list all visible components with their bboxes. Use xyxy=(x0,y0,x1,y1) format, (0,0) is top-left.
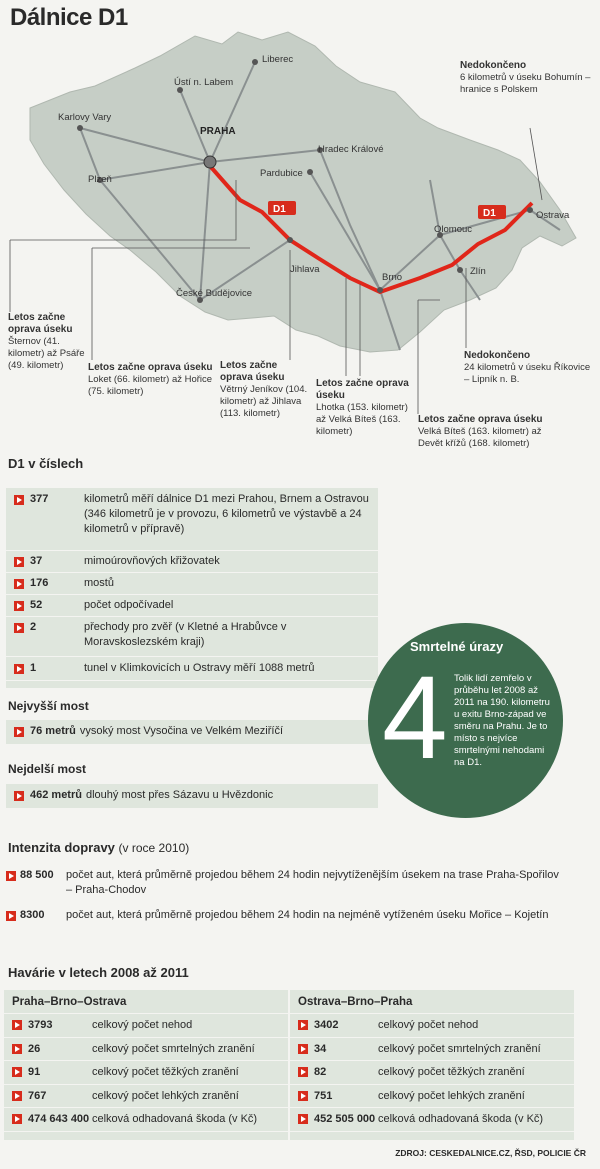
numbers-row: 52 počet odpočívadel xyxy=(6,595,378,617)
annotation-loket: Letos začne oprava úseku Loket (66. kilometr) až Hořice (75. kilometr) xyxy=(88,362,213,397)
arrow-icon xyxy=(12,1044,22,1054)
highest-bridge-heading: Nejvyšší most xyxy=(8,699,89,713)
annotation-velka-bites: Letos začne oprava úseku Velká Bíteš (163. kilometr) až Devět křížů (168. kilometr) xyxy=(418,414,543,449)
d1-shield-label-west: D1 xyxy=(273,204,286,215)
fatal-text: Tolik lidí zemřelo v průběhu let 2008 až 2011 na 190. kilometru u exitu Brno-západ ve směru na Prahu. Je to místo s nejvíce smrtelnými nehodami na D1. xyxy=(454,673,550,768)
longest-bridge-heading: Nejdelší most xyxy=(8,762,87,776)
city-liberec: Liberec xyxy=(262,54,294,65)
arrow-icon xyxy=(14,557,24,567)
traffic-row: 88 500 počet aut, která průměrně projedou během 24 hodin nejvytíženějším úsekem na trase Praha-Spořilov – Praha-Chodov xyxy=(6,868,566,898)
annotation-sternov: Letos začne oprava úseku Šternov (41. kilometr) až Psáře (49. kilometr) xyxy=(8,312,85,371)
city-ceske-budejovice: České Budějovice xyxy=(176,288,253,299)
accidents-panel-obp xyxy=(290,990,574,1140)
city-olomouc: Olomouc xyxy=(434,224,473,235)
arrow-icon xyxy=(6,911,16,921)
fatal-number: 4 xyxy=(382,652,448,784)
city-pardubice: Pardubice xyxy=(260,168,303,179)
accidents-row: 3793 celkový počet nehod xyxy=(4,1014,288,1038)
arrow-icon xyxy=(12,1020,22,1030)
arrow-icon xyxy=(14,623,24,633)
arrow-icon xyxy=(14,791,24,801)
city-karlovy-vary: Karlovy Vary xyxy=(58,112,112,123)
highest-bridge-row: 76 metrů vysoký most Vysočina ve Velkém Meziříčí xyxy=(6,720,378,744)
accidents-panel-pbo xyxy=(4,990,288,1140)
source-credit: ZDROJ: CESKEDALNICE.CZ, ŘSD, POLICIE ČR xyxy=(395,1148,586,1158)
city-usti: Ústí n. Labem xyxy=(174,77,234,88)
numbers-panel xyxy=(6,488,378,688)
numbers-row: 2 přechody pro zvěř (v Kletné a Hrabůvce v Moravskoslezském kraji) xyxy=(6,617,378,657)
city-hradec: Hradec Králové xyxy=(318,144,384,155)
arrow-icon xyxy=(298,1020,308,1030)
annotation-rikovice: Nedokončeno 24 kilometrů v úseku Říkovice – Lipník n. B. xyxy=(464,350,591,385)
traffic-row: 8300 počet aut, která průměrně projedou během 24 hodin na nejméně vytíženém úseku Mořice – Kojetín xyxy=(6,908,566,923)
arrow-icon xyxy=(14,727,24,737)
city-praha: PRAHA xyxy=(200,126,236,137)
arrow-icon xyxy=(6,871,16,881)
city-jihlava: Jihlava xyxy=(290,264,320,275)
praha-dot xyxy=(204,156,216,168)
arrow-icon xyxy=(12,1114,22,1124)
arrow-icon xyxy=(298,1114,308,1124)
accidents-row: 452 505 000 celková odhadovaná škoda (v Kč) xyxy=(290,1108,574,1132)
city-plzen: Plzeň xyxy=(88,174,112,185)
longest-bridge-row: 462 metrů dlouhý most přes Sázavu u Hvězdonic xyxy=(6,784,378,808)
arrow-icon xyxy=(298,1044,308,1054)
numbers-row: 176 mostů xyxy=(6,573,378,595)
d1-shield-label-east: D1 xyxy=(483,208,496,219)
accidents-row: 767 celkový počet lehkých zranění xyxy=(4,1085,288,1109)
fatal-heading: Smrtelné úrazy xyxy=(410,639,504,654)
city-zlin: Zlín xyxy=(470,266,486,277)
accidents-obp-title: Ostrava–Brno–Praha xyxy=(290,990,574,1014)
accidents-pbo-title: Praha–Brno–Ostrava xyxy=(4,990,288,1014)
fatal-accidents-circle xyxy=(368,623,563,818)
numbers-heading: D1 v číslech xyxy=(8,456,84,471)
accidents-heading: Havárie v letech 2008 až 2011 xyxy=(8,965,189,980)
numbers-row: 377 kilometrů měří dálnice D1 mezi Prahou, Brnem a Ostravou (346 kilometrů je v provozu, 6 kilometrů ve výstavbě a 24 kilometrů v přípravě) xyxy=(6,488,378,551)
numbers-row: 1 tunel v Klimkovicích u Ostravy měří 1088 metrů xyxy=(6,657,378,681)
page-title: Dálnice D1 xyxy=(10,4,128,31)
numbers-row: 37 mimoúrovňových křižovatek xyxy=(6,551,378,573)
arrow-icon xyxy=(12,1067,22,1077)
accidents-row: 82 celkový počet těžkých zranění xyxy=(290,1061,574,1085)
arrow-icon xyxy=(14,664,24,674)
arrow-icon xyxy=(298,1091,308,1101)
annotation-vetrny-jenikov: Letos začne oprava úseku Větrný Jeníkov (104. kilometr) až Jihlava (113. kilometr) xyxy=(220,360,308,419)
accidents-row: 91 celkový počet těžkých zranění xyxy=(4,1061,288,1085)
arrow-icon xyxy=(14,601,24,611)
city-brno: Brno xyxy=(382,272,403,283)
accidents-row: 474 643 400 celková odhadovaná škoda (v Kč) xyxy=(4,1108,288,1132)
arrow-icon xyxy=(12,1091,22,1101)
traffic-heading: Intenzita dopravy (v roce 2010) xyxy=(8,840,190,855)
accidents-row: 34 celkový počet smrtelných zranění xyxy=(290,1038,574,1062)
accidents-row: 3402 celkový počet nehod xyxy=(290,1014,574,1038)
annotation-bohumin: Nedokončeno 6 kilometrů v úseku Bohumín – hranice s Polskem xyxy=(460,60,591,95)
city-ostrava: Ostrava xyxy=(536,210,570,221)
longest-bridge-panel xyxy=(6,784,378,808)
arrow-icon xyxy=(14,579,24,589)
accidents-row: 751 celkový počet lehkých zranění xyxy=(290,1085,574,1109)
arrow-icon xyxy=(298,1067,308,1077)
highest-bridge-panel xyxy=(6,720,378,744)
accidents-row: 26 celkový počet smrtelných zranění xyxy=(4,1038,288,1062)
annotation-lhotka: Letos začne oprava úseku Lhotka (153. kilometr) až Velká Bíteš (163. kilometr) xyxy=(316,378,409,437)
arrow-icon xyxy=(14,495,24,505)
